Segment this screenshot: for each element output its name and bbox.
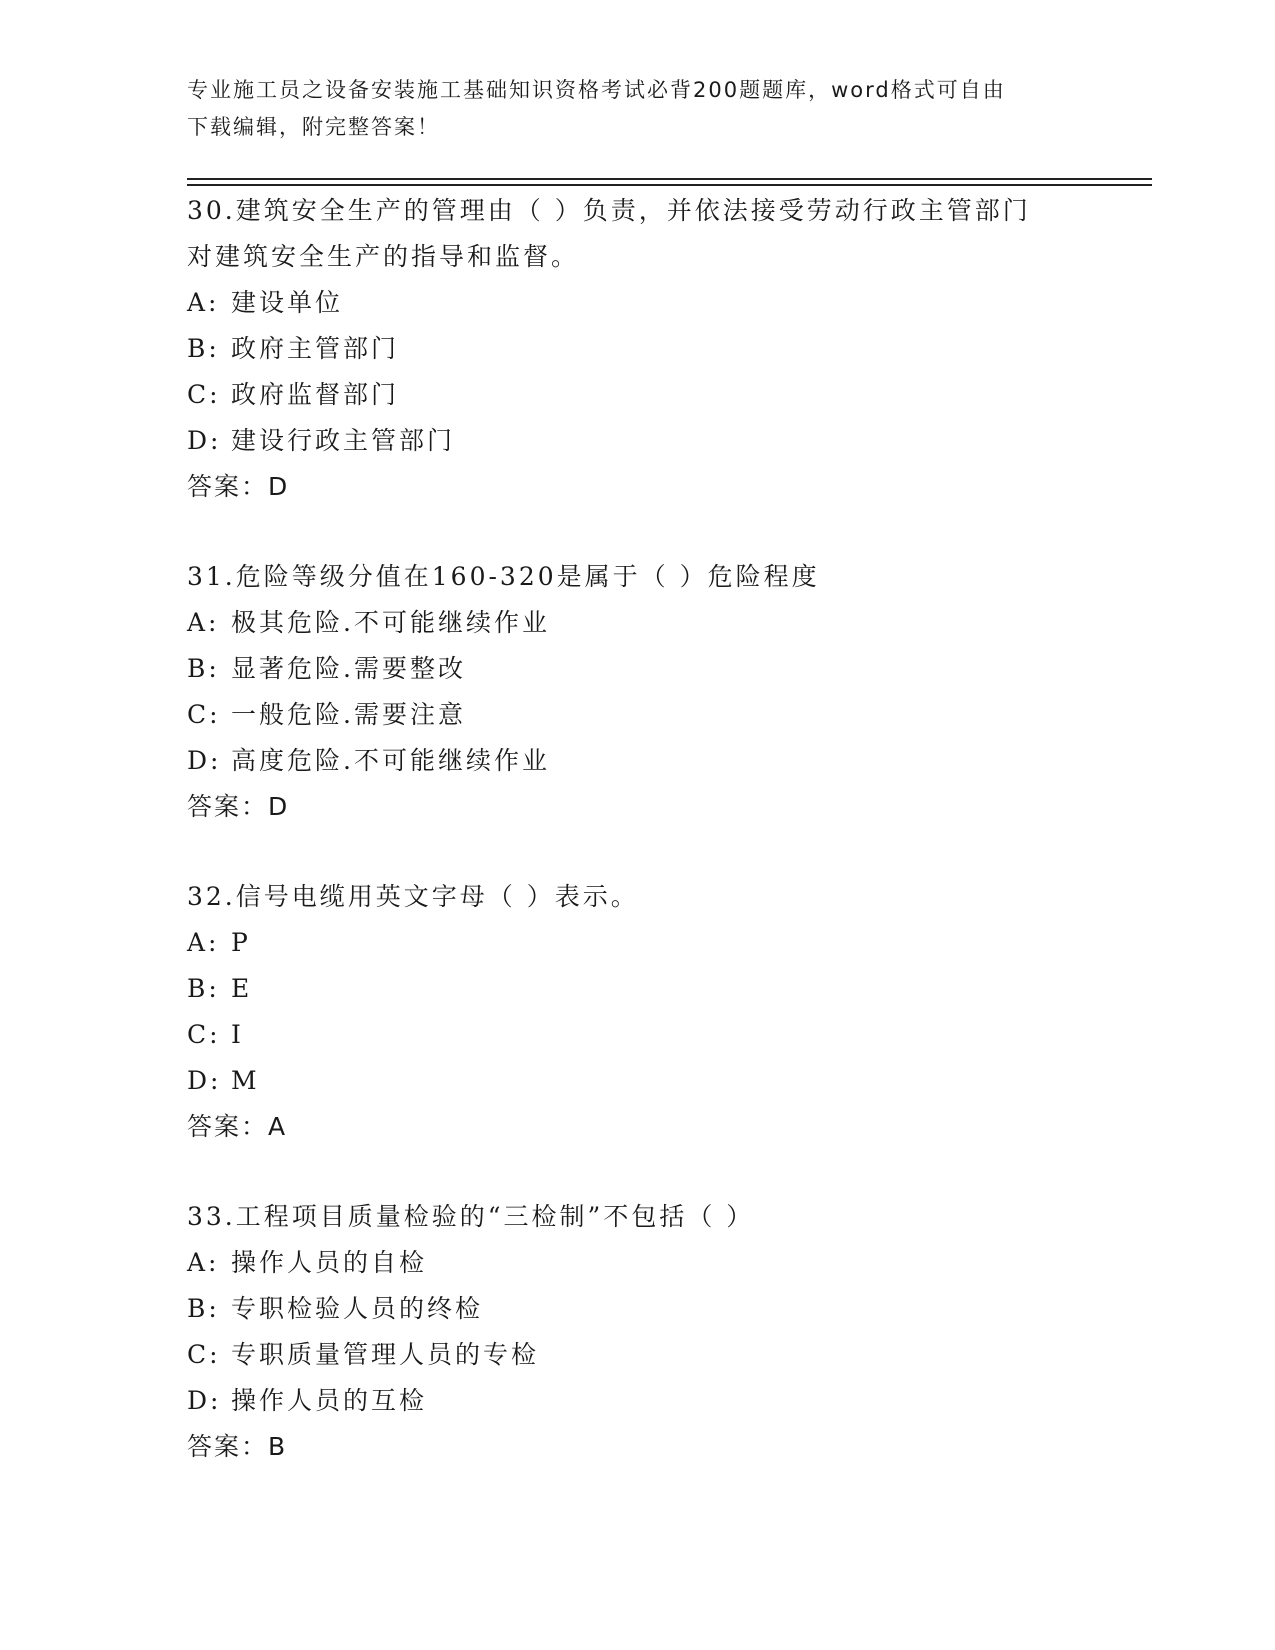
option-key: C: bbox=[187, 380, 221, 409]
option-key: A: bbox=[187, 608, 220, 637]
answer-line: 答案：D bbox=[187, 472, 290, 501]
option-key: D: bbox=[187, 746, 222, 775]
option-text: 一般危险.需要注意 bbox=[231, 700, 466, 729]
answer-line: 答案：A bbox=[187, 1112, 288, 1141]
question-stem: 32.信号电缆用英文字母（ ）表示。 bbox=[187, 882, 639, 911]
option-key: D: bbox=[187, 1386, 222, 1415]
question-stem: 31.危险等级分值在160-320是属于（ ）危险程度 bbox=[187, 562, 820, 591]
option-key: B: bbox=[187, 334, 220, 363]
option-key: D: bbox=[187, 426, 222, 455]
question-31 bbox=[187, 554, 1087, 830]
question-33 bbox=[187, 1194, 1087, 1470]
option-a bbox=[187, 280, 1087, 326]
answer-line: 答案：D bbox=[187, 792, 290, 821]
option-c bbox=[187, 1332, 1087, 1378]
option-text: 专职检验人员的终检 bbox=[231, 1294, 484, 1323]
option-text: 建设行政主管部门 bbox=[231, 426, 456, 455]
option-key: B: bbox=[187, 974, 220, 1003]
question-30 bbox=[187, 188, 1087, 510]
option-b bbox=[187, 646, 1087, 692]
option-d bbox=[187, 1378, 1087, 1424]
option-a bbox=[187, 920, 1087, 966]
option-text: 显著危险.需要整改 bbox=[231, 654, 466, 683]
question-32 bbox=[187, 874, 1087, 1150]
question-stem-continued: 对建筑安全生产的指导和监督。 bbox=[187, 242, 580, 271]
option-c bbox=[187, 372, 1087, 418]
option-key: C: bbox=[187, 1340, 221, 1369]
option-text: 操作人员的互检 bbox=[231, 1386, 428, 1415]
option-c bbox=[187, 692, 1087, 738]
option-b bbox=[187, 966, 1087, 1012]
option-text: 建设单位 bbox=[231, 288, 344, 317]
option-text: 高度危险.不可能继续作业 bbox=[231, 746, 550, 775]
document-header bbox=[187, 72, 1067, 146]
option-key: D: bbox=[187, 1066, 222, 1095]
option-text: M bbox=[231, 1066, 260, 1095]
option-key: A: bbox=[187, 928, 220, 957]
option-key: A: bbox=[187, 1248, 220, 1277]
option-key: B: bbox=[187, 654, 220, 683]
header-divider-bottom bbox=[187, 184, 1152, 186]
question-stem: 30.建筑安全生产的管理由（ ）负责，并依法接受劳动行政主管部门 bbox=[187, 196, 1031, 225]
option-text: 政府监督部门 bbox=[231, 380, 400, 409]
option-text: 专职质量管理人员的专检 bbox=[231, 1340, 540, 1369]
option-text: P bbox=[231, 928, 251, 957]
option-d bbox=[187, 418, 1087, 464]
option-text: E bbox=[231, 974, 253, 1003]
question-list bbox=[187, 188, 1087, 1514]
question-stem: 33.工程项目质量检验的“三检制”不包括（ ） bbox=[187, 1202, 755, 1231]
option-text: 政府主管部门 bbox=[231, 334, 400, 363]
header-line-1: 专业施工员之设备安装施工基础知识资格考试必背200题题库，word格式可自由 bbox=[187, 78, 1006, 102]
option-text: I bbox=[231, 1020, 244, 1049]
option-text: 操作人员的自检 bbox=[231, 1248, 428, 1277]
header-line-2: 下载编辑，附完整答案！ bbox=[187, 115, 440, 139]
option-key: C: bbox=[187, 1020, 221, 1049]
option-b bbox=[187, 1286, 1087, 1332]
option-c bbox=[187, 1012, 1087, 1058]
option-a bbox=[187, 600, 1087, 646]
answer-line: 答案：B bbox=[187, 1432, 288, 1461]
option-text: 极其危险.不可能继续作业 bbox=[231, 608, 550, 637]
option-key: C: bbox=[187, 700, 221, 729]
option-d bbox=[187, 1058, 1087, 1104]
option-a bbox=[187, 1240, 1087, 1286]
option-b bbox=[187, 326, 1087, 372]
option-key: B: bbox=[187, 1294, 220, 1323]
header-divider-top bbox=[187, 178, 1152, 180]
option-d bbox=[187, 738, 1087, 784]
option-key: A: bbox=[187, 288, 220, 317]
